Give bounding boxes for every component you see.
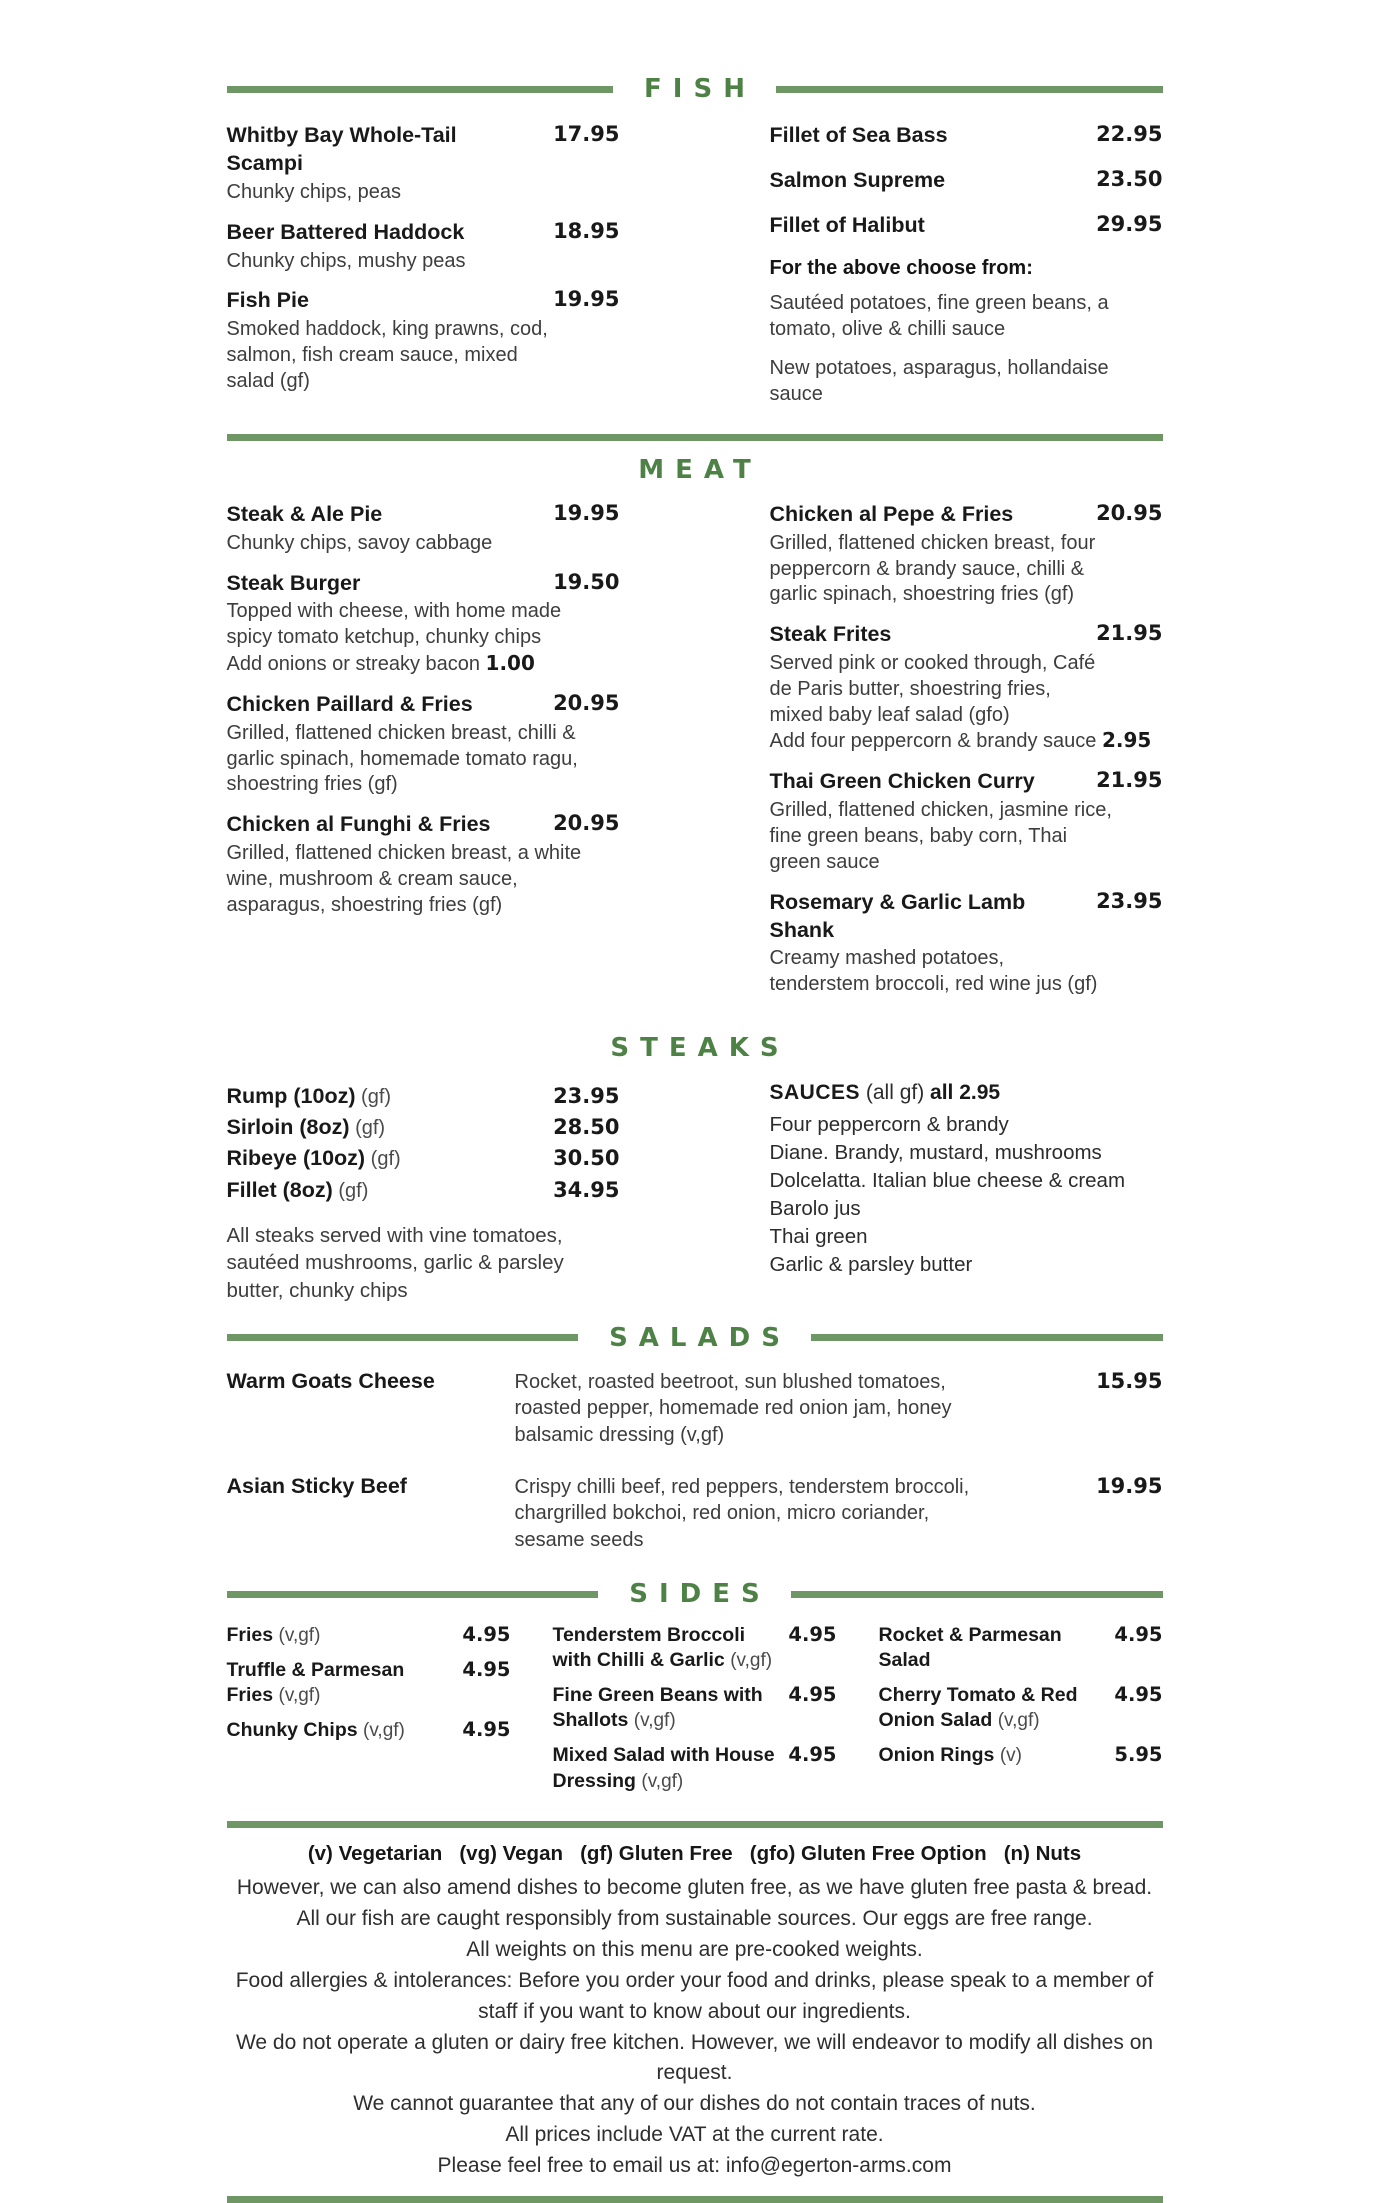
menu-content [227,74,1163,2203]
sauce-item: Barolo jus [769,1197,861,1221]
footer-notes [227,1842,1163,2182]
menu-item [227,811,620,918]
sauce-item: Garlic & parsley butter [769,1253,973,1277]
menu-item [227,1718,511,1744]
dish-name: Steak Burger [226,570,361,595]
menu-item [227,1474,1163,1553]
dietary-suffix: (v,gf) [997,1710,1040,1732]
meat-section [227,501,1163,1011]
menu-item [227,1623,511,1649]
dish-name: Onion Rings [878,1744,1000,1767]
menu-item [227,1369,1163,1448]
footer-note: Food allergies & intolerances: Before you order your food and drinks, please speak to a member of staff if you want to know about our ingredients. [235,1968,1154,2023]
footer-note: We do not operate a gluten or dairy free kitchen. However, we will endeavor to modify all dishes on request. [235,2030,1154,2085]
sides-column-2 [553,1623,837,1803]
menu-item [227,570,620,678]
dietary-suffix: (v) [999,1745,1022,1767]
meat-right-column [770,501,1163,1011]
menu-item [553,1623,837,1674]
dish-price: 20.95 [1096,500,1163,525]
fish-section [227,122,1163,420]
dish-price: 19.95 [553,500,620,525]
dish-description: Chunky chips, peas [226,180,402,203]
dish-note-text: Add four peppercorn & brandy sauce [769,730,1102,753]
footer-note: All our fish are caught responsibly from sustainable sources. Our eggs are free range. [296,1907,1093,1931]
dish-price: 19.95 [553,287,620,312]
menu-item [770,889,1163,998]
section-title-salads: SALADS [609,1322,791,1353]
section-title-sides: SIDES [629,1579,771,1610]
sauces-title-text: SAUCES [769,1081,861,1105]
dish-note [227,651,620,678]
footer-note: However, we can also amend dishes to become gluten free, as we have gluten free pasta & bread. [236,1876,1153,1900]
dietary-suffix: (v,gf) [278,1685,321,1707]
menu-item [879,1623,1163,1674]
dish-description: Chunky chips, savoy cabbage [226,531,493,554]
steaks-left-column [227,1081,620,1305]
dish-name: Fillet (8oz) [226,1177,333,1202]
divider-line [227,1334,579,1341]
dish-note-price: 1.00 [485,651,535,676]
dish-price: 4.95 [788,1683,837,1707]
dietary-suffix: (v,gf) [278,1625,321,1647]
dish-description: Smoked haddock, king prawns, cod, salmon, fish cream sauce, mixed salad (gf) [226,318,548,392]
steak-cut-row [227,1143,620,1174]
sauce-item: Four peppercorn & brandy [769,1113,1009,1137]
dish-name: Beer Battered Haddock [226,219,465,244]
dish-name: Rocket & Parmesan Salad [878,1624,1062,1672]
dish-name: Fillet of Halibut [769,212,925,237]
menu-item [553,1683,837,1734]
footer-email-note: Please feel free to email us at: info@egerton-arms.com [437,2153,952,2177]
dish-description: Topped with cheese, with home made spicy tomato ketchup, chunky chips [226,600,562,649]
steak-cut-row [227,1112,620,1143]
footer-note: We cannot guarantee that any of our dishes do not contain traces of nuts. [353,2092,1036,2116]
dish-price: 4.95 [788,1743,837,1767]
menu-item [553,1743,837,1794]
dish-name: Rump (10oz) [226,1084,356,1109]
menu-item [770,621,1163,755]
menu-item [227,501,620,557]
sauces-title [770,1081,1163,1105]
fish-left-column [227,122,620,408]
dish-name: Mixed Salad with House Dressing [552,1744,775,1792]
dish-price: 4.95 [1114,1623,1163,1647]
dish-name: Asian Sticky Beef [226,1473,407,1498]
dietary-suffix: (gf) [365,1148,401,1171]
sauce-item: Dolcelatta. Italian blue cheese & cream [769,1169,1126,1193]
choose-option: Sautéed potatoes, fine green beans, a tomato, olive & chilli sauce [769,291,1109,340]
dish-name: Steak & Ale Pie [226,501,383,526]
dish-price: 19.95 [1096,1473,1163,1498]
dietary-legend: (v) Vegetarian (vg) Vegan (gf) Gluten Free (gfo) Gluten Free Option (n) Nuts [307,1842,1082,1866]
dish-description: Crispy chilli beef, red peppers, tenderstem broccoli, chargrilled bokchoi, red onion, micro coriander, sesame seeds [514,1475,970,1551]
sides-column-3 [879,1623,1163,1778]
dish-name: Chicken al Pepe & Fries [769,501,1014,526]
section-title-meat: MEAT [638,454,762,485]
divider-line [811,1334,1163,1341]
dish-description: Grilled, flattened chicken breast, a white wine, mushroom & cream sauce, asparagus, shoestring fries (gf) [226,842,582,916]
sauces-box [770,1081,1163,1279]
divider-line [227,1591,599,1598]
dish-price: 5.95 [1114,1743,1163,1767]
dietary-suffix: (v,gf) [641,1770,684,1792]
dish-name: Rosemary & Garlic Lamb Shank [769,889,1026,942]
dish-price: 30.50 [553,1146,620,1171]
steaks-section [227,1081,1163,1305]
dish-name: Salmon Supreme [769,167,946,192]
choose-from-label: For the above choose from: [769,256,1033,279]
steak-cut-row [227,1081,620,1112]
dish-name: Fine Green Beans with Shallots [552,1684,763,1732]
dish-price: 21.95 [1096,768,1163,793]
dish-price: 28.50 [553,1115,620,1140]
meat-left-column [227,501,620,932]
dish-price: 23.50 [1096,166,1163,191]
menu-item [770,501,1163,608]
menu-item [227,691,620,798]
menu-item [227,122,620,206]
dish-price: 4.95 [462,1717,511,1741]
salads-section [227,1369,1163,1553]
dish-description: Chunky chips, mushy peas [226,249,466,272]
dish-price: 20.95 [553,690,620,715]
menu-item [770,768,1163,875]
dish-description: Rocket, roasted beetroot, sun blushed tomatoes, roasted pepper, homemade red onion jam, honey balsamic dressing (v,gf) [514,1370,952,1446]
sauce-item: Thai green [769,1225,868,1249]
divider-line [227,434,1163,441]
sauce-item: Diane. Brandy, mustard, mushrooms [769,1141,1102,1165]
divider-line [227,86,614,93]
dish-name: Thai Green Chicken Curry [769,769,1035,794]
dish-price: 22.95 [1096,122,1163,146]
divider-line [791,1591,1163,1598]
menu-item [879,1743,1163,1769]
sides-section [227,1623,1163,1803]
dish-price: 23.95 [1096,888,1163,913]
dish-price: 4.95 [1114,1683,1163,1707]
divider-line [227,2196,1163,2203]
menu-item [227,219,620,275]
dish-price: 20.95 [553,811,620,836]
sauces-gf-label: (all gf) [860,1081,931,1105]
section-title-steaks: STEAKS [610,1033,790,1064]
dish-price: 4.95 [788,1623,837,1647]
dish-price: 23.95 [553,1084,620,1109]
dish-name: Chunky Chips [226,1718,364,1741]
dish-price: 29.95 [1096,211,1163,236]
sides-column-1 [227,1623,511,1752]
menu-item [770,122,1163,150]
dietary-suffix: (gf) [332,1179,369,1202]
dish-description: Grilled, flattened chicken, jasmine rice, fine green beans, baby corn, Thai green sauce [769,799,1112,873]
dish-name: Steak Frites [769,622,892,647]
menu-item [770,167,1163,195]
dish-price: 19.50 [553,569,620,594]
fish-right-column [770,122,1163,420]
dish-name: Fries [226,1624,279,1647]
dish-note-text: Add onions or streaky bacon [226,653,486,676]
dish-name: Truffle & Parmesan Fries [226,1658,405,1707]
dietary-suffix: (v,gf) [633,1710,676,1732]
dish-price: 34.95 [553,1177,620,1202]
divider-line [227,1821,1163,1828]
dish-name: Chicken Paillard & Fries [226,691,473,716]
dish-price: 15.95 [1096,1368,1163,1393]
dish-price: 17.95 [553,122,620,146]
dish-name: Fillet of Sea Bass [769,123,948,147]
dish-price: 4.95 [462,1623,511,1647]
dish-name: Whitby Bay Whole-Tail Scampi [226,123,457,175]
dish-note [770,728,1163,755]
dietary-suffix: (v,gf) [363,1719,405,1741]
dish-note-price: 2.95 [1101,728,1152,753]
dietary-suffix: (gf) [355,1086,392,1109]
dietary-suffix: (v,gf) [730,1650,773,1672]
menu-item [770,212,1163,240]
menu-item [227,287,620,394]
dish-price: 4.95 [462,1657,511,1681]
dish-description: Creamy mashed potatoes, tenderstem broccoli, red wine jus (gf) [769,947,1098,996]
dish-name: Warm Goats Cheese [226,1368,435,1393]
sauces-price-label: all 2.95 [930,1081,1001,1105]
divider-line [776,86,1163,93]
dish-description: Served pink or cooked through, Café de Paris butter, shoestring fries, mixed baby leaf salad (gfo) [769,652,1096,726]
steak-cut-row [227,1175,620,1206]
footer-note: All prices include VAT at the current rate. [505,2123,884,2147]
steaks-note: All steaks served with vine tomatoes, sautéed mushrooms, garlic & parsley butter, chunky chips [226,1223,564,1303]
salads-section-header [227,1323,1163,1353]
dish-name: Fish Pie [226,288,309,313]
choose-option: New potatoes, asparagus, hollandaise sauce [769,356,1109,405]
footer-note: All weights on this menu are pre-cooked weights. [466,1937,923,1961]
dish-price: 21.95 [1096,621,1163,646]
dish-name: Cherry Tomato & Red Onion Salad [878,1684,1078,1732]
dish-name: Sirloin (8oz) [226,1115,350,1140]
dish-name: Chicken al Funghi & Fries [226,812,491,837]
dish-price: 18.95 [553,218,620,243]
dish-description: Grilled, flattened chicken breast, chilli & garlic spinach, homemade tomato ragu, shoestring fries (gf) [226,721,578,796]
dish-name: Tenderstem Broccoli with Chilli & Garlic [552,1624,746,1672]
sides-section-header [227,1579,1163,1609]
section-title-fish: FISH [644,74,756,104]
menu-item [879,1683,1163,1734]
menu-item [227,1658,511,1709]
fish-section-header [227,74,1163,104]
dish-description: Grilled, flattened chicken breast, four peppercorn & brandy sauce, chilli & garlic spinach, shoestring fries (gf) [769,531,1096,606]
dietary-suffix: (gf) [349,1117,386,1140]
dish-name: Ribeye (10oz) [226,1146,366,1171]
